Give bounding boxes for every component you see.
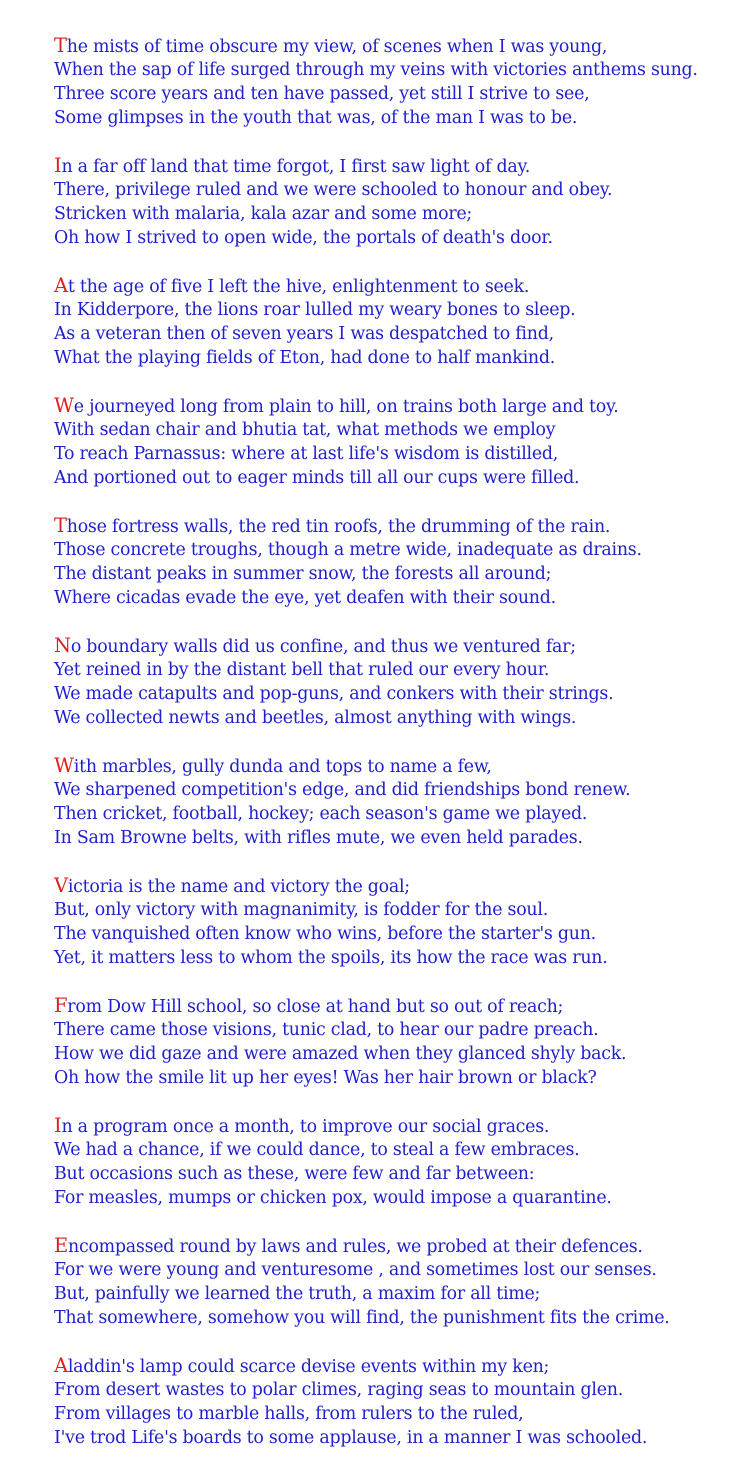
poem-line	[54, 322, 734, 346]
line-text: Some glimpses in the youth that was, of the man I was to be.	[54, 108, 578, 128]
poem-line	[54, 586, 734, 610]
poem-line	[54, 1114, 734, 1138]
line-text: That somewhere, somehow you will find, the punishment fits the crime.	[54, 1308, 670, 1328]
poem-line	[54, 1378, 734, 1402]
stanza-initial: W	[54, 394, 74, 417]
line-text: In Kidderpore, the lions roar lulled my weary bones to sleep.	[54, 300, 576, 320]
stanza	[54, 394, 734, 490]
stanza-initial: V	[54, 874, 68, 897]
line-text: Then cricket, football, hockey; each season's game we played.	[54, 804, 588, 824]
line-text: As a veteran then of seven years I was despatched to find,	[54, 324, 554, 344]
line-text: he mists of time obscure my view, of scenes when I was young,	[66, 37, 608, 57]
line-text: What the playing fields of Eton, had done to half mankind.	[54, 348, 556, 368]
poem-line	[54, 1162, 734, 1186]
line-text: e journeyed long from plain to hill, on trains both large and toy.	[73, 397, 619, 417]
line-text: Three score years and ten have passed, yet still I strive to see,	[54, 84, 590, 104]
poem-line	[54, 1186, 734, 1210]
stanza-initial: A	[54, 274, 68, 297]
stanza	[54, 1354, 734, 1450]
stanza	[54, 34, 734, 130]
line-text: But, only victory with magnanimity, is fodder for the soul.	[54, 900, 548, 920]
poem	[54, 34, 734, 1474]
poem-line	[54, 682, 734, 706]
line-text: But occasions such as these, were few and far between:	[54, 1164, 535, 1184]
poem-line	[54, 178, 734, 202]
poem-line	[54, 706, 734, 730]
line-text: ncompassed round by laws and rules, we probed at their defences.	[68, 1237, 643, 1257]
poem-line	[54, 442, 734, 466]
line-text: Oh how the smile lit up her eyes! Was her hair brown or black?	[54, 1068, 597, 1088]
line-text: t the age of five I left the hive, enlightenment to seek.	[67, 277, 530, 297]
stanza-initial: T	[54, 34, 67, 57]
poem-line	[54, 1354, 734, 1378]
line-text: In Sam Browne belts, with rifles mute, we even held parades.	[54, 828, 583, 848]
line-text: We had a chance, if we could dance, to steal a few embraces.	[54, 1140, 580, 1160]
stanza-initial: T	[54, 514, 67, 537]
poem-line	[54, 946, 734, 970]
poem-line	[54, 82, 734, 106]
poem-line	[54, 1258, 734, 1282]
line-text: Oh how I strived to open wide, the portals of death's door.	[54, 228, 553, 248]
line-text: To reach Parnassus: where at last life's wisdom is distilled,	[54, 444, 559, 464]
poem-line	[54, 394, 734, 418]
poem-line	[54, 634, 734, 658]
stanza-initial: I	[54, 1114, 62, 1137]
line-text: rom Dow Hill school, so close at hand but so out of reach;	[67, 997, 564, 1017]
poem-line	[54, 898, 734, 922]
poem-line	[54, 874, 734, 898]
stanza-initial: A	[54, 1354, 68, 1377]
poem-line	[54, 226, 734, 250]
line-text: Yet reined in by the distant bell that ruled our every hour.	[54, 660, 550, 680]
line-text: I've trod Life's boards to some applause, in a manner I was schooled.	[54, 1428, 648, 1448]
stanza	[54, 1234, 734, 1330]
line-text: o boundary walls did us confine, and thus we ventured far;	[70, 637, 576, 657]
line-text: The distant peaks in summer snow, the forests all around;	[54, 564, 552, 584]
poem-line	[54, 994, 734, 1018]
line-text: Stricken with malaria, kala azar and some more;	[54, 204, 473, 224]
stanza-initial: N	[54, 634, 71, 657]
line-text: n a program once a month, to improve our social graces.	[61, 1117, 550, 1137]
line-text: For we were young and venturesome , and sometimes lost our senses.	[54, 1260, 657, 1280]
line-text: We sharpened competition's edge, and did friendships bond renew.	[54, 780, 631, 800]
stanza	[54, 514, 734, 610]
line-text: There, privilege ruled and we were schooled to honour and obey.	[54, 180, 613, 200]
line-text: laddin's lamp could scarce devise events within my ken;	[67, 1357, 550, 1377]
poem-line	[54, 346, 734, 370]
poem-line	[54, 1138, 734, 1162]
poem-line	[54, 106, 734, 130]
poem-line	[54, 298, 734, 322]
line-text: And portioned out to eager minds till all our cups were filled.	[54, 468, 580, 488]
poem-line	[54, 754, 734, 778]
poem-line	[54, 562, 734, 586]
stanza	[54, 1114, 734, 1210]
poem-line	[54, 418, 734, 442]
line-text: We made catapults and pop-guns, and conkers with their strings.	[54, 684, 614, 704]
line-text: ictoria is the name and victory the goal;	[67, 877, 410, 897]
poem-line	[54, 514, 734, 538]
line-text: How we did gaze and were amazed when they glanced shyly back.	[54, 1044, 627, 1064]
line-text: From desert wastes to polar climes, raging seas to mountain glen.	[54, 1380, 623, 1400]
stanza	[54, 634, 734, 730]
line-text: There came those visions, tunic clad, to hear our padre preach.	[54, 1020, 599, 1040]
poem-line	[54, 58, 734, 82]
stanza-initial: W	[54, 754, 74, 777]
poem-line	[54, 826, 734, 850]
line-text: n a far off land that time forgot, I first saw light of day.	[61, 157, 530, 177]
poem-line	[54, 1282, 734, 1306]
poem-line	[54, 154, 734, 178]
poem-line	[54, 1402, 734, 1426]
line-text: Those concrete troughs, though a metre wide, inadequate as drains.	[54, 540, 642, 560]
stanza	[54, 154, 734, 250]
poem-line	[54, 34, 734, 58]
poem-line	[54, 1018, 734, 1042]
stanza	[54, 994, 734, 1090]
line-text: Yet, it matters less to whom the spoils, its how the race was run.	[54, 948, 608, 968]
poem-line	[54, 922, 734, 946]
poem-line	[54, 802, 734, 826]
line-text: For measles, mumps or chicken pox, would impose a quarantine.	[54, 1188, 612, 1208]
poem-line	[54, 1042, 734, 1066]
poem-line	[54, 658, 734, 682]
stanza-initial: E	[54, 1234, 68, 1257]
stanza	[54, 754, 734, 850]
poem-line	[54, 1066, 734, 1090]
line-text: ith marbles, gully dunda and tops to name a few,	[73, 757, 492, 777]
poem-line	[54, 1426, 734, 1450]
poem-line	[54, 1306, 734, 1330]
poem-line	[54, 778, 734, 802]
line-text: When the sap of life surged through my veins with victories anthems sung.	[54, 60, 698, 80]
line-text: From villages to marble halls, from rulers to the ruled,	[54, 1404, 524, 1424]
poem-line	[54, 202, 734, 226]
line-text: We collected newts and beetles, almost anything with wings.	[54, 708, 577, 728]
line-text: The vanquished often know who wins, before the starter's gun.	[54, 924, 596, 944]
stanza-initial: I	[54, 154, 62, 177]
poem-line	[54, 466, 734, 490]
poem-line	[54, 1234, 734, 1258]
line-text: hose fortress walls, the red tin roofs, the drumming of the rain.	[66, 517, 611, 537]
line-text: With sedan chair and bhutia tat, what methods we employ	[54, 420, 556, 440]
poem-line	[54, 274, 734, 298]
line-text: Where cicadas evade the eye, yet deafen with their sound.	[54, 588, 556, 608]
stanza	[54, 874, 734, 970]
stanza	[54, 274, 734, 370]
line-text: But, painfully we learned the truth, a maxim for all time;	[54, 1284, 541, 1304]
poem-line	[54, 538, 734, 562]
stanza-initial: F	[54, 994, 68, 1017]
